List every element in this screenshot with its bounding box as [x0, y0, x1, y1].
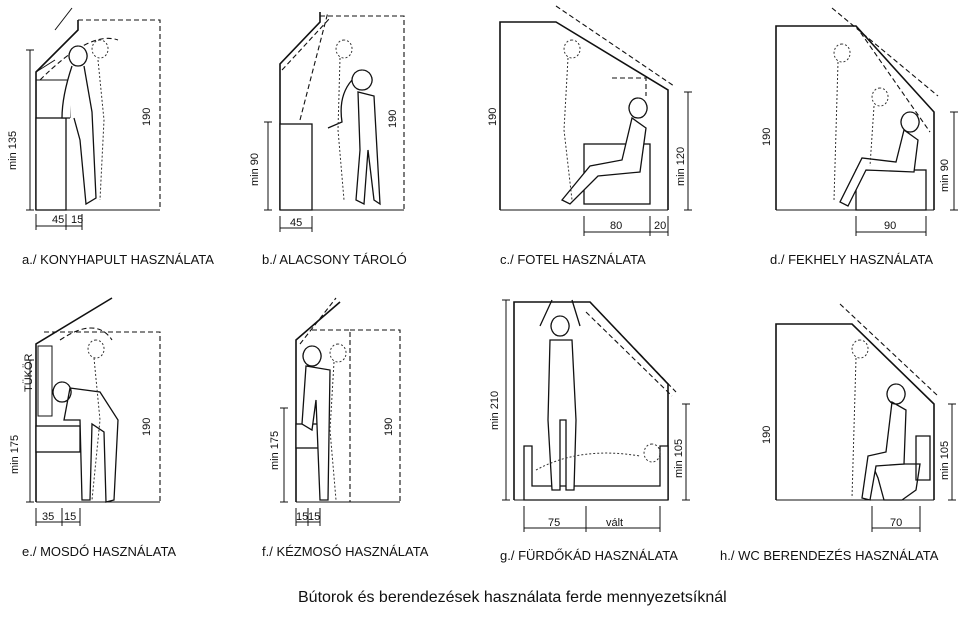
panel-a-dim-15: 15 — [71, 214, 84, 226]
panel-g — [489, 300, 690, 563]
panel-b-dim-min90: min 90 — [249, 152, 261, 186]
panel-d-dim-190: 190 — [761, 127, 773, 146]
panel-a-dim-45: 45 — [52, 214, 65, 226]
panel-h-dim-190: 190 — [761, 425, 773, 444]
panel-f-dim-min175: min 175 — [269, 430, 281, 470]
panel-g-dim-valt: vált — [606, 517, 624, 529]
panel-b-dim-190: 190 — [387, 109, 399, 128]
panel-f-caption: f./ KÉZMOSÓ HASZNÁLATA — [262, 544, 429, 559]
panel-c-dim-80: 80 — [610, 220, 623, 232]
panel-g-dim-min210: min 210 — [489, 390, 501, 430]
panel-a-caption: a./ KONYHAPULT HASZNÁLATA — [22, 252, 214, 267]
panel-c — [487, 6, 692, 267]
panel-f-dim-15-right: 15 — [308, 511, 321, 523]
panel-b-dim-45: 45 — [290, 217, 303, 229]
panel-g-dim-75: 75 — [548, 517, 561, 529]
panel-f — [262, 298, 429, 559]
panel-a — [7, 8, 214, 267]
panel-b — [249, 12, 407, 267]
panel-g-dim-min105: min 105 — [673, 438, 685, 478]
panel-b-caption: b./ ALACSONY TÁROLÓ — [262, 252, 407, 267]
panel-e-dim-min175: min 175 — [9, 434, 21, 474]
panel-e-dim-15: 15 — [64, 511, 77, 523]
panel-c-dim-min120: min 120 — [675, 146, 687, 186]
panel-d — [761, 8, 958, 267]
panel-d-caption: d./ FEKHELY HASZNÁLATA — [770, 252, 934, 267]
panel-e — [9, 298, 176, 559]
panel-h — [720, 304, 956, 563]
panel-e-caption: e./ MOSDÓ HASZNÁLATA — [22, 544, 177, 559]
panel-d-dim-90: 90 — [884, 220, 897, 232]
panel-f-dim-15-left: 15 — [296, 511, 309, 523]
panel-h-dim-min105: min 105 — [939, 440, 951, 480]
panel-f-dim-190: 190 — [383, 417, 395, 436]
diagram-title: Bútorok és berendezések használata ferde mennyezetsíknál — [298, 589, 727, 606]
panel-g-caption: g./ FÜRDŐKÁD HASZNÁLATA — [500, 548, 678, 563]
panel-a-dim-190: 190 — [141, 107, 153, 126]
panel-c-dim-20: 20 — [654, 220, 667, 232]
panel-a-dim-min135: min 135 — [7, 130, 19, 170]
panel-e-dim-190: 190 — [141, 417, 153, 436]
panel-h-dim-70: 70 — [890, 517, 903, 529]
panel-c-caption: c./ FOTEL HASZNÁLATA — [500, 252, 646, 267]
panel-c-dim-190: 190 — [487, 107, 499, 126]
panel-e-mirror-label: TÜKÖR — [23, 353, 35, 392]
panel-e-dim-35: 35 — [42, 511, 55, 523]
panel-d-dim-min90: min 90 — [939, 158, 951, 192]
panel-h-caption: h./ WC BERENDEZÉS HASZNÁLATA — [720, 548, 939, 563]
